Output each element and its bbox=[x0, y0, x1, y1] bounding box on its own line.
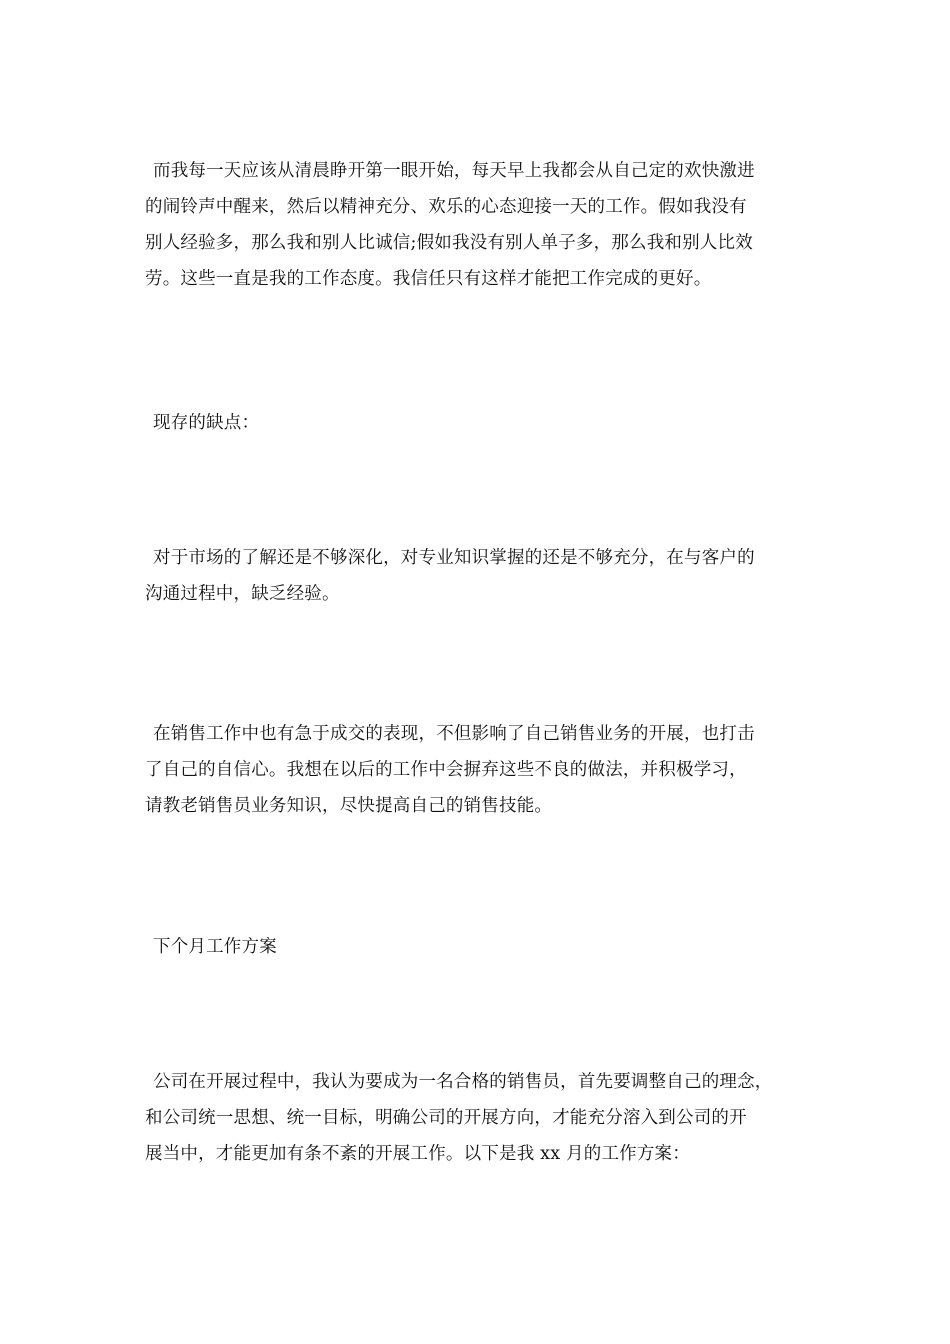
paragraph-line: 在销售工作中也有急于成交的表现，不但影响了自己销售业务的开展，也打击 bbox=[153, 724, 755, 744]
paragraph-market-knowledge bbox=[145, 540, 835, 612]
paragraph-line: 和公司统一思想、统一目标，明确公司的开展方向，才能充分溶入到公司的开 bbox=[145, 1108, 747, 1128]
paragraph-line: 沟通过程中，缺乏经验。 bbox=[145, 584, 340, 604]
paragraph-line: 公司在开展过程中，我认为要成为一名合格的销售员，首先要调整自己的理念， bbox=[153, 1072, 773, 1092]
paragraph-line: 请教老销售员业务知识，尽快提高自己的销售技能。 bbox=[145, 796, 553, 816]
paragraph-line: 展当中，才能更加有条不紊的开展工作。以下是我 xx 月的工作方案： bbox=[145, 1144, 690, 1164]
paragraph-line: 别人经验多，那么我和别人比诚信;假如我没有别人单子多，那么我和别人比效 bbox=[145, 233, 753, 253]
paragraph-sales-improvement bbox=[145, 716, 835, 824]
paragraph-line: 对于市场的了解还是不够深化，对专业知识掌握的还是不够充分，在与客户的 bbox=[153, 548, 755, 568]
paragraph-company-development bbox=[145, 1064, 835, 1172]
section-heading: 现存的缺点： bbox=[153, 413, 260, 433]
paragraph-line: 了自己的自信心。我想在以后的工作中会摒弃这些不良的做法，并积极学习， bbox=[145, 760, 747, 780]
section-heading-shortcomings bbox=[145, 405, 835, 441]
paragraph-work-attitude bbox=[145, 153, 835, 297]
paragraph-line: 劳。这些一直是我的工作态度。我信任只有这样才能把工作完成的更好。 bbox=[145, 269, 712, 289]
paragraph-line: 的闹铃声中醒来，然后以精神充分、欢乐的心态迎接一天的工作。假如我没有 bbox=[145, 197, 747, 217]
section-heading: 下个月工作方案 bbox=[153, 937, 277, 957]
paragraph-line: 而我每一天应该从清晨睁开第一眼开始，每天早上我都会从自己定的欢快激进 bbox=[153, 161, 755, 181]
section-heading-next-month-plan bbox=[145, 929, 835, 965]
